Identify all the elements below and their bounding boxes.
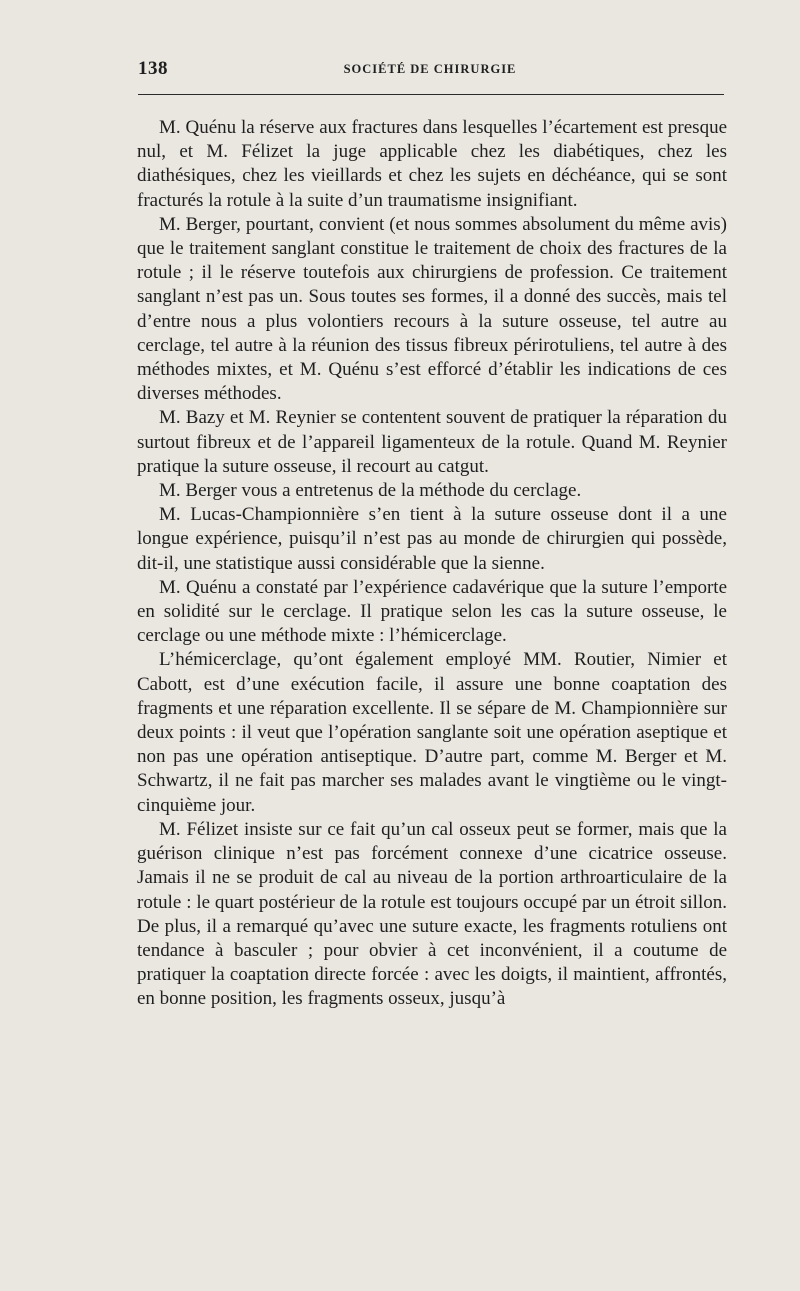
header-rule xyxy=(138,94,724,95)
body-text xyxy=(137,116,727,1012)
paragraph: M. Berger, pourtant, convient (et nous sommes absolument du même avis) que le traitement sanglant constitue le traitement de choix des fractures de la rotule ; il le réserve toutefois aux chirurgiens de profession. Ce traitement sanglant n’est pas un. Sous toutes ses formes, il a donné des succès, mais tel d’entre nous a plus volontiers recours à la suture osseuse, tel autre au cerclage, tel autre à la réunion des tissus fibreux périrotuliens, tel autre à des méthodes mixtes, et M. Quénu s’est efforcé d’établir les indications de ces diverses méthodes. xyxy=(137,213,727,405)
running-head: SOCIÉTÉ DE CHIRURGIE xyxy=(343,62,517,76)
paragraph: M. Quénu a constaté par l’expérience cadavérique que la suture l’emporte en solidité sur le cerclage. Il pratique selon les cas la suture osseuse, le cerclage ou une méthode mixte : l’hémicerclage. xyxy=(137,576,727,647)
paragraph: M. Berger vous a entretenus de la méthode du cerclage. xyxy=(159,480,582,502)
page-number: 138 xyxy=(138,58,168,79)
paragraph: L’hémicerclage, qu’ont également employé MM. Routier, Nimier et Cabott, est d’une exécution facile, il assure une bonne coaptation des fragments et une réparation excellente. Il se sépare de M. Championnière sur deux points : il veut que l’opération sanglante soit une opération aseptique et non pas une opération antiseptique. D’autre part, comme M. Berger et M. Schwartz, il ne fait pas marcher ses malades avant le vingtième ou le vingt-cinquième jour. xyxy=(137,649,727,816)
paragraph: M. Félizet insiste sur ce fait qu’un cal osseux peut se former, mais que la guérison clinique n’est pas forcément connexe d’une cicatrice osseuse. Jamais il ne se produit de cal au niveau de la portion arthroarticulaire de la rotule : le quart postérieur de la rotule est toujours occupé par un étroit sillon. De plus, il a remarqué qu’avec une suture exacte, les fragments rotuliens ont tendance à basculer ; pour obvier à cet inconvénient, il a coutume de pratiquer la coaptation directe forcée : avec les doigts, il maintient, affrontés, en bonne position, les fragments osseux, jusqu’à xyxy=(137,818,727,1010)
paragraph: M. Quénu la réserve aux fractures dans lesquelles l’écartement est presque nul, et M. Félizet la juge applicable chez les diabétiques, chez les diathésiques, chez les vieillards et chez les sujets en déchéance, qui se sont fracturés la rotule à la suite d’un traumatisme insignifiant. xyxy=(137,117,727,211)
page-header xyxy=(135,56,725,86)
paragraph: M. Lucas-Championnière s’en tient à la suture osseuse dont il a une longue expérience, puisqu’il n’est pas au monde de chirurgien qui possède, dit-il, une statistique aussi considérable que la sienne. xyxy=(137,504,727,574)
paragraph: M. Bazy et M. Reynier se contentent souvent de pratiquer la réparation du surtout fibreux et de l’appareil ligamenteux de la rotule. Quand M. Reynier pratique la suture osseuse, il recourt au catgut. xyxy=(137,407,727,477)
